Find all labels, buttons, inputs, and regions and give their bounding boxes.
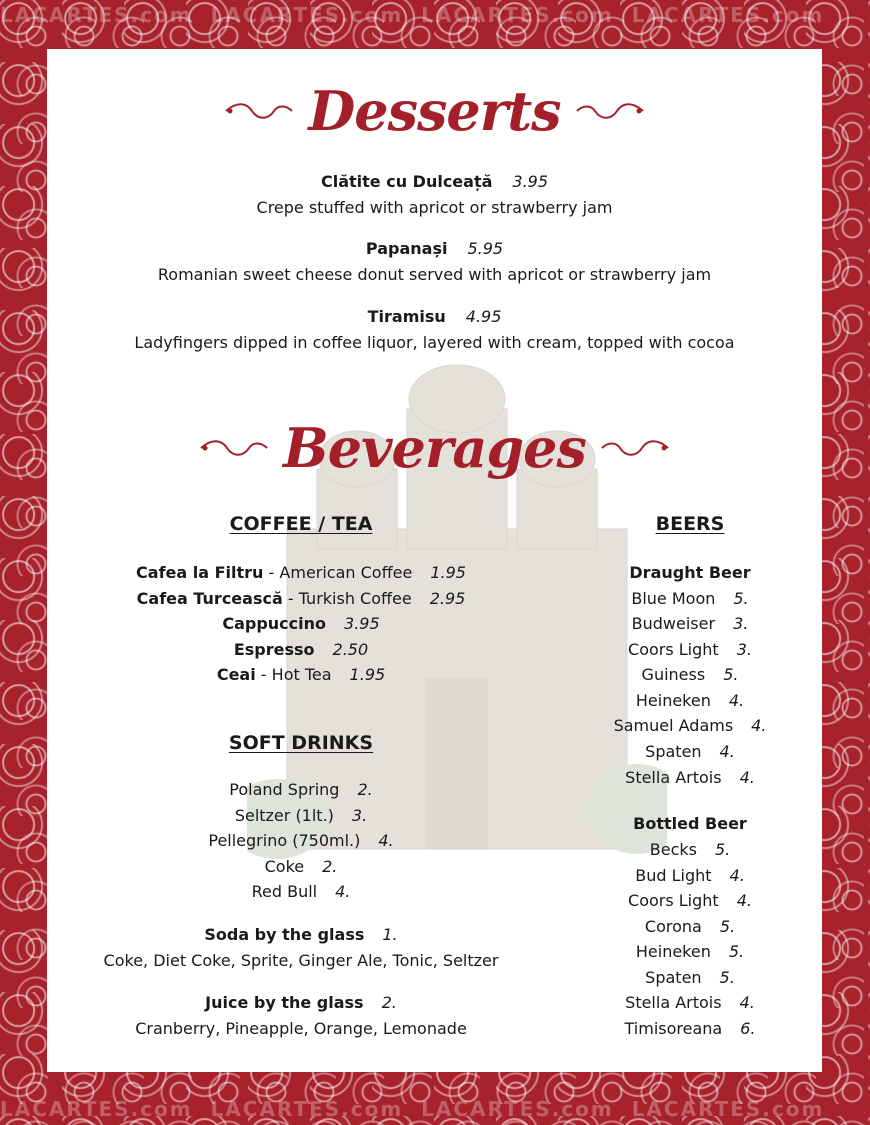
- soft-drink-item: Coke 2.: [264, 857, 338, 876]
- coffee-item: Cafea Turcească - Turkish Coffee 2.95: [136, 589, 466, 608]
- dessert-description: Romanian sweet cheese donut served with apricot or strawberry jam: [157, 265, 712, 284]
- dessert-description: Crepe stuffed with apricot or strawberry jam: [256, 198, 613, 217]
- desserts-title: Desserts: [47, 74, 822, 143]
- bottled-beer-item: Coors Light 4.: [628, 891, 752, 910]
- coffee-tea-heading: COFFEE / TEA: [229, 513, 373, 535]
- draught-beer-item: Heineken 4.: [635, 691, 745, 710]
- beverages-title: Beverages: [47, 411, 822, 480]
- dessert-item: Clătite cu Dulceață 3.95: [320, 172, 549, 191]
- menu-page: [47, 49, 822, 1072]
- flourish-left-icon: [199, 437, 269, 459]
- draught-beer-item: Spaten 4.: [645, 742, 735, 761]
- soft-drink-item: Poland Spring 2.: [229, 780, 373, 799]
- dessert-description: Ladyfingers dipped in coffee liquor, layered with cream, topped with cocoa: [134, 333, 735, 352]
- juice-options: Cranberry, Pineapple, Orange, Lemonade: [135, 1019, 467, 1038]
- soft-drink-item: Red Bull 4.: [251, 882, 351, 901]
- draught-beer-heading: Draught Beer: [629, 563, 751, 582]
- dessert-item: Papanași 5.95: [365, 239, 504, 258]
- flourish-right-icon: [575, 100, 645, 122]
- dessert-item: Tiramisu 4.95: [367, 307, 502, 326]
- draught-beer-item: Blue Moon 5.: [631, 589, 749, 608]
- bottled-beer-item: Bud Light 4.: [635, 866, 745, 885]
- bottled-beer-item: Heineken 5.: [635, 942, 745, 961]
- coffee-item: Ceai - Hot Tea 1.95: [216, 665, 386, 684]
- soda-options: Coke, Diet Coke, Sprite, Ginger Ale, Tonic, Seltzer: [103, 951, 499, 970]
- bottled-beer-item: Corona 5.: [644, 917, 736, 936]
- watermark-top: LACARTES.com LACARTES.com LACARTES.com LACARTES.com: [0, 3, 825, 27]
- soda-by-glass: Soda by the glass 1.: [204, 925, 398, 944]
- flourish-left-icon: [224, 100, 294, 122]
- draught-beer-item: Stella Artois 4.: [625, 768, 755, 787]
- draught-beer-item: Samuel Adams 4.: [613, 716, 767, 735]
- watermark-bottom: LACARTES.com LACARTES.com LACARTES.com LACARTES.com: [0, 1097, 825, 1121]
- soft-drink-item: Seltzer (1lt.) 3.: [234, 806, 368, 825]
- flourish-right-icon: [600, 437, 670, 459]
- draught-beer-item: Coors Light 3.: [628, 640, 752, 659]
- bottled-beer-item: Timisoreana 6.: [624, 1019, 756, 1038]
- coffee-item: Cafea la Filtru - American Coffee 1.95: [136, 563, 466, 582]
- juice-by-glass: Juice by the glass 2.: [205, 993, 397, 1012]
- bottled-beer-heading: Bottled Beer: [633, 814, 747, 833]
- coffee-item: Cappuccino 3.95: [222, 614, 380, 633]
- draught-beer-item: Budweiser 3.: [631, 614, 749, 633]
- soft-drink-item: Pellegrino (750ml.) 4.: [208, 831, 394, 850]
- bottled-beer-item: Spaten 5.: [645, 968, 735, 987]
- soft-drinks-heading: SOFT DRINKS: [228, 732, 374, 754]
- bottled-beer-item: Becks 5.: [649, 840, 731, 859]
- bottled-beer-item: Stella Artois 4.: [625, 993, 755, 1012]
- coffee-item: Espresso 2.50: [233, 640, 369, 659]
- beers-heading: BEERS: [655, 513, 725, 535]
- draught-beer-item: Guiness 5.: [641, 665, 739, 684]
